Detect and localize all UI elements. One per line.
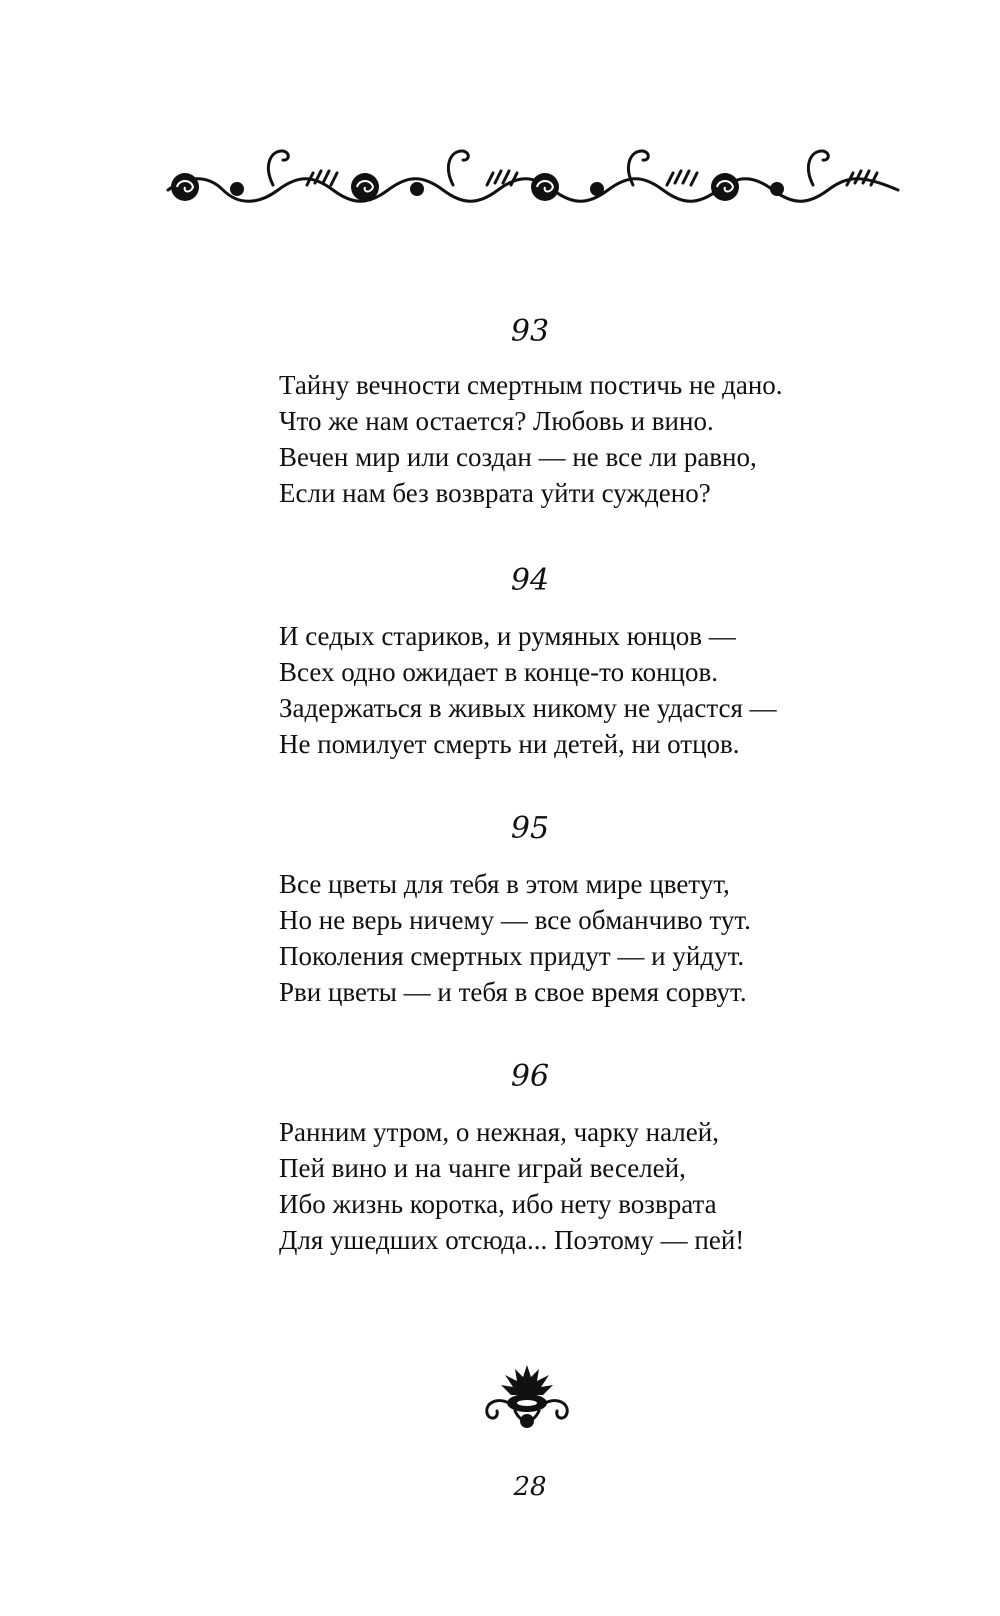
poem-line: Пей вино и на чанге играй веселей, — [279, 1153, 686, 1183]
poem-line: Все цветы для тебя в этом мире цветут, — [279, 869, 730, 899]
poem-line: Всех одно ожидает в конце-то концов. — [279, 657, 719, 687]
poem-line: И седых стариков, и румяных юнцов — — [279, 621, 736, 651]
poem-line: Для ушедших отсюда... Поэтому — пей! — [279, 1225, 745, 1255]
poem-line: Задержаться в живых никому не удастся — — [279, 693, 777, 723]
poem-line: Ранним утром, о нежная, чарку налей, — [279, 1117, 719, 1147]
poem-line: Если нам без возврата уйти суждено? — [279, 478, 711, 508]
poem-line: Не помилует смерть ни детей, ни отцов. — [279, 729, 740, 759]
poem-stanza — [279, 367, 899, 511]
poem-number: 95 — [510, 811, 550, 846]
poem-line: Поколения смертных придут — и уйдут. — [279, 941, 745, 971]
palmette-ornament — [479, 1363, 575, 1433]
poem-line: Тайну вечности смертным постичь не дано. — [279, 370, 783, 400]
poem-stanza — [279, 1114, 899, 1258]
poem-line: Рви цветы — и тебя в свое время сорвут. — [279, 977, 747, 1007]
poem-stanza — [279, 618, 899, 762]
page-number: 28 — [513, 1472, 547, 1502]
poem-line: Ибо жизнь коротка, ибо нету возврата — [279, 1189, 717, 1219]
poem-number: 94 — [510, 563, 550, 598]
poem-number: 93 — [510, 314, 550, 349]
poem-number: 96 — [510, 1059, 550, 1094]
top-border-ornament — [163, 145, 903, 215]
poem-line: Но не верь ничему — все обманчиво тут. — [279, 905, 751, 935]
poem-line: Вечен мир или создан — не все ли равно, — [279, 442, 757, 472]
poem-line: Что же нам остается? Любовь и вино. — [279, 406, 714, 436]
poem-stanza — [279, 866, 899, 1010]
